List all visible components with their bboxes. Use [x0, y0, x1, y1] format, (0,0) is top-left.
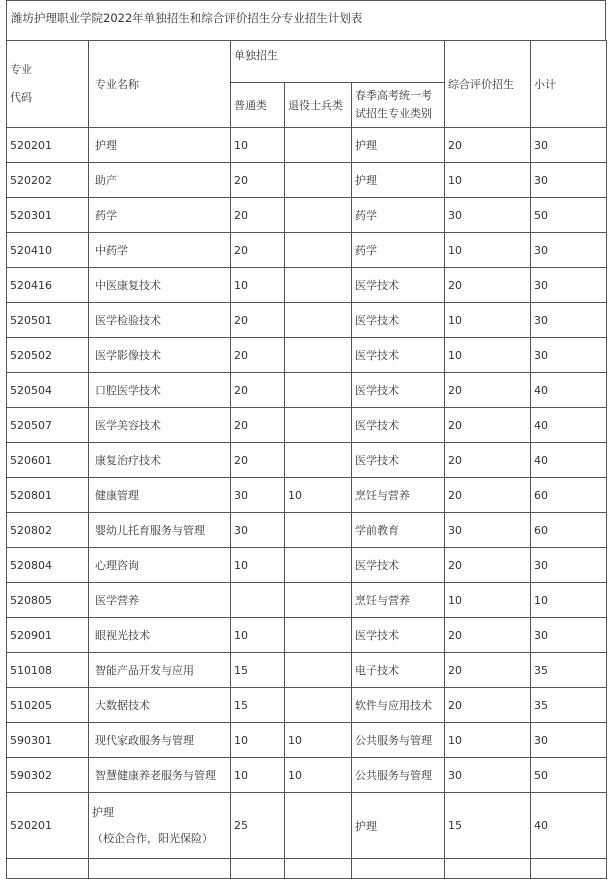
- cell-code: 510108: [7, 653, 89, 688]
- cell-category: 医学技术: [352, 548, 445, 583]
- cell-general: 20: [231, 338, 285, 373]
- enrollment-plan-table: [6, 40, 607, 879]
- cell-code: 520502: [7, 338, 89, 373]
- cell-comprehensive: 20: [445, 548, 531, 583]
- table-body: [7, 128, 607, 793]
- table-row: [7, 758, 607, 793]
- table-row-last: [7, 793, 607, 859]
- cell-total: 30: [531, 303, 607, 338]
- cell-general: 20: [231, 408, 285, 443]
- cell-name: 医学营养: [89, 583, 231, 618]
- table-title: 潍坊护理职业学院2022年单独招生和综合评价招生分专业招生计划表: [6, 0, 606, 40]
- cell-total: 10: [531, 583, 607, 618]
- cell-veteran: 10: [285, 758, 352, 793]
- cell-general: 30: [231, 478, 285, 513]
- header-subtotal: 小计: [531, 41, 607, 128]
- cell-veteran: [285, 163, 352, 198]
- cell-general: 20: [231, 163, 285, 198]
- cell-total: 35: [531, 688, 607, 723]
- cell-comprehensive: 20: [445, 373, 531, 408]
- cell-total: 50: [531, 198, 607, 233]
- cell-total: 60: [531, 513, 607, 548]
- cell-category: 医学技术: [352, 373, 445, 408]
- cell-veteran: [285, 618, 352, 653]
- cell-total: 30: [531, 618, 607, 653]
- cell-veteran: 10: [285, 723, 352, 758]
- cell-code: 520801: [7, 478, 89, 513]
- cell-veteran: [285, 303, 352, 338]
- cell-name: 药学: [89, 198, 231, 233]
- cell-code: 520301: [7, 198, 89, 233]
- cell-code: 520201: [7, 793, 89, 859]
- cell-total: 30: [531, 338, 607, 373]
- cell-total: 30: [531, 128, 607, 163]
- cell-name: 婴幼儿托育服务与管理: [89, 513, 231, 548]
- table-row: [7, 303, 607, 338]
- cell-code: 590301: [7, 723, 89, 758]
- cell-category: 医学技术: [352, 338, 445, 373]
- table-row: [7, 128, 607, 163]
- table-row: [7, 443, 607, 478]
- cell-code: 520501: [7, 303, 89, 338]
- cell-name: 护理 （校企合作，阳光保险）: [89, 793, 231, 859]
- table-row: [7, 198, 607, 233]
- cell-name: 中医康复技术: [89, 268, 231, 303]
- cell-code: 520901: [7, 618, 89, 653]
- cell-veteran: [285, 583, 352, 618]
- cell-general: 10: [231, 723, 285, 758]
- cell-veteran: [285, 198, 352, 233]
- cell-comprehensive: 10: [445, 303, 531, 338]
- cell-veteran: [285, 338, 352, 373]
- cell-comprehensive: 20: [445, 688, 531, 723]
- cell-name: 智慧健康养老服务与管理: [89, 758, 231, 793]
- header-spring: 春季高考统一考 试招生专业类别: [352, 83, 445, 128]
- cell-category: 电子技术: [352, 653, 445, 688]
- cell-veteran: [285, 373, 352, 408]
- cell-code: 520410: [7, 233, 89, 268]
- table-row-trailing: [7, 859, 607, 879]
- cell-category: 学前教育: [352, 513, 445, 548]
- cell-category: 护理: [352, 793, 445, 859]
- cell-code: 510205: [7, 688, 89, 723]
- cell-name: 医学检验技术: [89, 303, 231, 338]
- cell-code: 520802: [7, 513, 89, 548]
- cell-category: 医学技术: [352, 443, 445, 478]
- cell-comprehensive: 10: [445, 163, 531, 198]
- cell-name: 医学美容技术: [89, 408, 231, 443]
- cell-total: 50: [531, 758, 607, 793]
- cell-veteran: [285, 128, 352, 163]
- cell-veteran: [285, 268, 352, 303]
- cell-total: 40: [531, 408, 607, 443]
- cell-category: 医学技术: [352, 268, 445, 303]
- cell-veteran: [285, 233, 352, 268]
- cell-general: 20: [231, 303, 285, 338]
- cell-category: 护理: [352, 128, 445, 163]
- cell-total: 30: [531, 548, 607, 583]
- cell-veteran: [285, 443, 352, 478]
- header-general: 普通类: [231, 83, 285, 128]
- cell-comprehensive: 30: [445, 198, 531, 233]
- cell-total: 30: [531, 268, 607, 303]
- cell-general: 20: [231, 233, 285, 268]
- cell-general: 10: [231, 268, 285, 303]
- cell-total: 35: [531, 653, 607, 688]
- cell-code: 590302: [7, 758, 89, 793]
- cell-veteran: [285, 408, 352, 443]
- cell-veteran: 10: [285, 478, 352, 513]
- cell-general: 10: [231, 548, 285, 583]
- cell-category: 护理: [352, 163, 445, 198]
- cell-name: 助产: [89, 163, 231, 198]
- cell-general: [231, 583, 285, 618]
- cell-category: 公共服务与管理: [352, 758, 445, 793]
- header-veteran: 退役士兵类: [285, 83, 352, 128]
- cell-name: 心理咨询: [89, 548, 231, 583]
- cell-name: 康复治疗技术: [89, 443, 231, 478]
- cell-general: 10: [231, 618, 285, 653]
- header-code: 专业 代码: [7, 41, 89, 128]
- cell-comprehensive: 20: [445, 443, 531, 478]
- cell-comprehensive: 10: [445, 233, 531, 268]
- cell-category: 药学: [352, 233, 445, 268]
- table-row: [7, 408, 607, 443]
- cell-code: 520601: [7, 443, 89, 478]
- cell-comprehensive: 30: [445, 513, 531, 548]
- table-row: [7, 723, 607, 758]
- cell-veteran: [285, 653, 352, 688]
- cell-category: 医学技术: [352, 618, 445, 653]
- cell-name: 大数据技术: [89, 688, 231, 723]
- cell-code: 520805: [7, 583, 89, 618]
- cell-comprehensive: 20: [445, 478, 531, 513]
- header-single: 单独招生: [231, 41, 445, 83]
- table-row: [7, 373, 607, 408]
- table-row: [7, 338, 607, 373]
- cell-general: 20: [231, 443, 285, 478]
- table-row: [7, 163, 607, 198]
- cell-comprehensive: 10: [445, 723, 531, 758]
- cell-category: 软件与应用技术: [352, 688, 445, 723]
- cell-code: 520201: [7, 128, 89, 163]
- cell-veteran: [285, 548, 352, 583]
- table-row: [7, 688, 607, 723]
- cell-code: 520507: [7, 408, 89, 443]
- cell-category: 公共服务与管理: [352, 723, 445, 758]
- cell-category: 烹饪与营养: [352, 583, 445, 618]
- cell-comprehensive: 15: [445, 793, 531, 859]
- cell-veteran: [285, 793, 352, 859]
- table-row: [7, 513, 607, 548]
- cell-total: 30: [531, 723, 607, 758]
- cell-general: 20: [231, 198, 285, 233]
- table-row: [7, 653, 607, 688]
- cell-total: 60: [531, 478, 607, 513]
- cell-name: 中药学: [89, 233, 231, 268]
- cell-comprehensive: 30: [445, 758, 531, 793]
- cell-name: 口腔医学技术: [89, 373, 231, 408]
- cell-total: 40: [531, 793, 607, 859]
- cell-total: 30: [531, 163, 607, 198]
- cell-code: 520504: [7, 373, 89, 408]
- table-row: [7, 478, 607, 513]
- cell-comprehensive: 10: [445, 583, 531, 618]
- cell-comprehensive: 20: [445, 268, 531, 303]
- cell-general: 20: [231, 373, 285, 408]
- cell-name: 智能产品开发与应用: [89, 653, 231, 688]
- cell-general: 25: [231, 793, 285, 859]
- cell-general: 15: [231, 688, 285, 723]
- header-row-1: [7, 41, 607, 83]
- cell-veteran: [285, 513, 352, 548]
- table-row: [7, 233, 607, 268]
- cell-category: 烹饪与营养: [352, 478, 445, 513]
- cell-category: 医学技术: [352, 408, 445, 443]
- table-row: [7, 548, 607, 583]
- cell-name: 现代家政服务与管理: [89, 723, 231, 758]
- cell-comprehensive: 20: [445, 618, 531, 653]
- cell-general: 15: [231, 653, 285, 688]
- cell-category: 医学技术: [352, 303, 445, 338]
- cell-general: 10: [231, 128, 285, 163]
- header-name: 专业名称: [89, 41, 231, 128]
- cell-name: 眼视光技术: [89, 618, 231, 653]
- cell-general: 10: [231, 758, 285, 793]
- cell-total: 40: [531, 373, 607, 408]
- table-row: [7, 618, 607, 653]
- cell-comprehensive: 10: [445, 338, 531, 373]
- cell-general: 30: [231, 513, 285, 548]
- cell-name: 健康管理: [89, 478, 231, 513]
- cell-comprehensive: 20: [445, 408, 531, 443]
- cell-comprehensive: 20: [445, 653, 531, 688]
- cell-comprehensive: 20: [445, 128, 531, 163]
- table-row: [7, 583, 607, 618]
- cell-name: 医学影像技术: [89, 338, 231, 373]
- table-row: [7, 268, 607, 303]
- cell-category: 药学: [352, 198, 445, 233]
- cell-code: 520416: [7, 268, 89, 303]
- cell-name: 护理: [89, 128, 231, 163]
- cell-code: 520202: [7, 163, 89, 198]
- cell-total: 30: [531, 233, 607, 268]
- plan-document: [6, 0, 606, 879]
- cell-total: 40: [531, 443, 607, 478]
- cell-code: 520804: [7, 548, 89, 583]
- cell-veteran: [285, 688, 352, 723]
- header-comprehensive: 综合评价招生: [445, 41, 531, 128]
